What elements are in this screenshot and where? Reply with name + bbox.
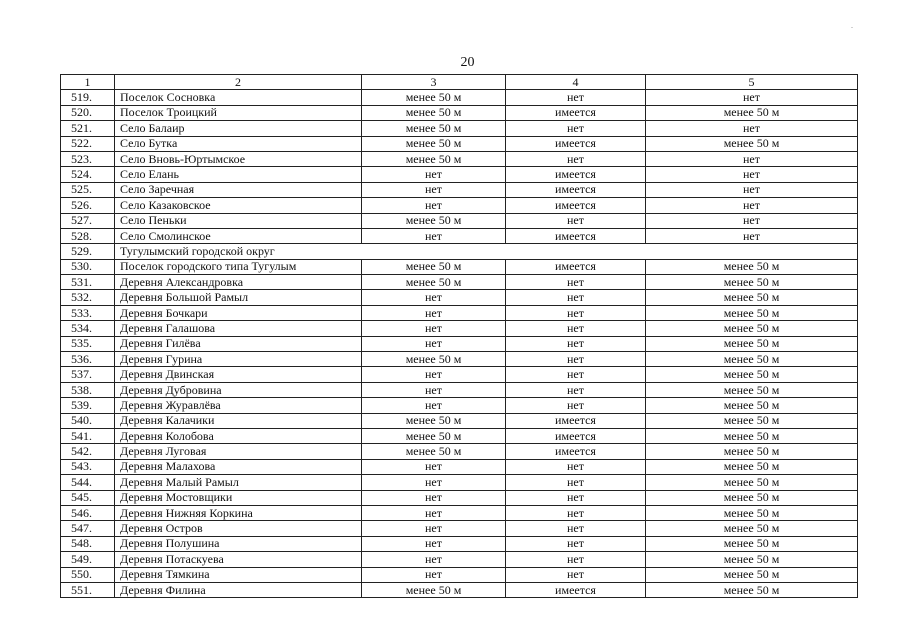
column-4-value: имеется	[506, 167, 646, 182]
table-row	[61, 228, 858, 243]
settlement-name: Деревня Тямкина	[115, 567, 362, 582]
column-5-value: менее 50 м	[646, 352, 858, 367]
column-number-5: 5	[646, 75, 858, 90]
column-4-value: имеется	[506, 228, 646, 243]
table-row	[61, 336, 858, 351]
row-number: 521.	[61, 121, 115, 136]
settlement-name: Поселок Троицкий	[115, 105, 362, 120]
column-5-value: менее 50 м	[646, 290, 858, 305]
row-number: 523.	[61, 151, 115, 166]
column-5-value: менее 50 м	[646, 490, 858, 505]
table-row	[61, 413, 858, 428]
column-3-value: менее 50 м	[362, 582, 506, 597]
column-4-value: имеется	[506, 444, 646, 459]
row-number: 549.	[61, 552, 115, 567]
column-5-value: менее 50 м	[646, 521, 858, 536]
column-5-value: менее 50 м	[646, 536, 858, 551]
table-row	[61, 167, 858, 182]
column-number-2: 2	[115, 75, 362, 90]
settlement-name: Деревня Гурина	[115, 352, 362, 367]
table-row	[61, 490, 858, 505]
column-5-value: менее 50 м	[646, 582, 858, 597]
column-5-value: нет	[646, 213, 858, 228]
column-3-value: нет	[362, 459, 506, 474]
table-body	[61, 75, 858, 598]
settlement-name: Село Заречная	[115, 182, 362, 197]
table-row	[61, 105, 858, 120]
column-3-value: менее 50 м	[362, 352, 506, 367]
column-4-value: нет	[506, 151, 646, 166]
row-number: 520.	[61, 105, 115, 120]
column-5-value: нет	[646, 198, 858, 213]
row-number: 543.	[61, 459, 115, 474]
table-row	[61, 213, 858, 228]
column-3-value: менее 50 м	[362, 213, 506, 228]
settlement-name: Деревня Журавлёва	[115, 398, 362, 413]
column-4-value: нет	[506, 398, 646, 413]
row-number: 550.	[61, 567, 115, 582]
column-4-value: нет	[506, 213, 646, 228]
column-3-value: нет	[362, 475, 506, 490]
column-4-value: нет	[506, 459, 646, 474]
column-4-value: нет	[506, 275, 646, 290]
row-number: 541.	[61, 428, 115, 443]
settlement-name: Деревня Малахова	[115, 459, 362, 474]
column-4-value: имеется	[506, 105, 646, 120]
row-number: 544.	[61, 475, 115, 490]
table-row	[61, 444, 858, 459]
column-4-value: нет	[506, 490, 646, 505]
settlement-name: Деревня Двинская	[115, 367, 362, 382]
column-5-value: менее 50 м	[646, 382, 858, 397]
row-number: 545.	[61, 490, 115, 505]
settlement-name: Деревня Нижняя Коркина	[115, 505, 362, 520]
column-3-value: менее 50 м	[362, 105, 506, 120]
column-5-value: менее 50 м	[646, 444, 858, 459]
table-row	[61, 275, 858, 290]
row-number: 533.	[61, 305, 115, 320]
settlement-name: Деревня Гилёва	[115, 336, 362, 351]
column-4-value: нет	[506, 290, 646, 305]
row-number: 527.	[61, 213, 115, 228]
column-4-value: нет	[506, 121, 646, 136]
settlements-table	[60, 74, 858, 598]
column-5-value: менее 50 м	[646, 475, 858, 490]
column-3-value: менее 50 м	[362, 136, 506, 151]
column-5-value: нет	[646, 90, 858, 105]
row-number: 530.	[61, 259, 115, 274]
column-3-value: нет	[362, 505, 506, 520]
settlement-name: Село Вновь-Юртымское	[115, 151, 362, 166]
table-header-row	[61, 75, 858, 90]
column-3-value: нет	[362, 398, 506, 413]
column-3-value: нет	[362, 521, 506, 536]
table-row	[61, 382, 858, 397]
row-number: 539.	[61, 398, 115, 413]
table-row	[61, 536, 858, 551]
column-3-value: нет	[362, 167, 506, 182]
column-4-value: имеется	[506, 198, 646, 213]
table-row	[61, 290, 858, 305]
row-number: 531.	[61, 275, 115, 290]
row-number: 546.	[61, 505, 115, 520]
column-4-value: имеется	[506, 428, 646, 443]
row-number: 528.	[61, 228, 115, 243]
settlement-name: Деревня Мостовщики	[115, 490, 362, 505]
settlement-name: Село Пеньки	[115, 213, 362, 228]
column-4-value: имеется	[506, 413, 646, 428]
column-4-value: нет	[506, 90, 646, 105]
column-5-value: нет	[646, 121, 858, 136]
row-number: 522.	[61, 136, 115, 151]
settlement-name: Деревня Полушина	[115, 536, 362, 551]
row-number: 538.	[61, 382, 115, 397]
table-row	[61, 398, 858, 413]
column-5-value: менее 50 м	[646, 459, 858, 474]
table-row	[61, 305, 858, 320]
table-row	[61, 428, 858, 443]
row-number: 540.	[61, 413, 115, 428]
column-5-value: менее 50 м	[646, 367, 858, 382]
column-3-value: менее 50 м	[362, 428, 506, 443]
settlement-name: Деревня Калачики	[115, 413, 362, 428]
table-row	[61, 321, 858, 336]
table-row	[61, 198, 858, 213]
column-5-value: менее 50 м	[646, 398, 858, 413]
row-number: 526.	[61, 198, 115, 213]
settlement-name: Деревня Колобова	[115, 428, 362, 443]
settlement-name: Село Балаир	[115, 121, 362, 136]
settlement-name: Село Казаковское	[115, 198, 362, 213]
column-5-value: менее 50 м	[646, 428, 858, 443]
column-4-value: нет	[506, 336, 646, 351]
settlement-name: Село Бутка	[115, 136, 362, 151]
table-row	[61, 244, 858, 259]
column-3-value: нет	[362, 367, 506, 382]
column-3-value: нет	[362, 382, 506, 397]
column-5-value: нет	[646, 151, 858, 166]
column-5-value: менее 50 м	[646, 336, 858, 351]
column-3-value: нет	[362, 552, 506, 567]
column-4-value: нет	[506, 352, 646, 367]
table-row	[61, 182, 858, 197]
table-row	[61, 521, 858, 536]
row-number: 525.	[61, 182, 115, 197]
column-4-value: имеется	[506, 582, 646, 597]
row-number: 536.	[61, 352, 115, 367]
column-3-value: нет	[362, 198, 506, 213]
column-3-value: нет	[362, 290, 506, 305]
column-4-value: имеется	[506, 182, 646, 197]
column-4-value: нет	[506, 475, 646, 490]
column-5-value: менее 50 м	[646, 305, 858, 320]
column-5-value: менее 50 м	[646, 552, 858, 567]
column-3-value: менее 50 м	[362, 275, 506, 290]
column-3-value: нет	[362, 305, 506, 320]
column-5-value: нет	[646, 182, 858, 197]
column-5-value: нет	[646, 167, 858, 182]
column-5-value: менее 50 м	[646, 413, 858, 428]
column-4-value: нет	[506, 382, 646, 397]
column-5-value: менее 50 м	[646, 105, 858, 120]
settlement-name: Деревня Потаскуева	[115, 552, 362, 567]
district-heading: Тугулымский городской округ	[115, 244, 858, 259]
column-5-value: нет	[646, 228, 858, 243]
column-5-value: менее 50 м	[646, 275, 858, 290]
row-number: 519.	[61, 90, 115, 105]
row-number: 532.	[61, 290, 115, 305]
table-row	[61, 505, 858, 520]
page-number: 20	[460, 55, 475, 70]
column-4-value: нет	[506, 321, 646, 336]
table-row	[61, 90, 858, 105]
column-3-value: менее 50 м	[362, 413, 506, 428]
column-4-value: нет	[506, 505, 646, 520]
settlement-name: Деревня Галашова	[115, 321, 362, 336]
settlement-name: Деревня Филина	[115, 582, 362, 597]
column-3-value: менее 50 м	[362, 90, 506, 105]
column-4-value: имеется	[506, 136, 646, 151]
settlement-name: Деревня Александровка	[115, 275, 362, 290]
column-4-value: имеется	[506, 259, 646, 274]
column-3-value: нет	[362, 182, 506, 197]
row-number: 524.	[61, 167, 115, 182]
settlement-name: Деревня Бочкари	[115, 305, 362, 320]
column-4-value: нет	[506, 367, 646, 382]
table-row	[61, 259, 858, 274]
column-5-value: менее 50 м	[646, 505, 858, 520]
corner-mark: .	[851, 21, 853, 30]
column-4-value: нет	[506, 536, 646, 551]
table-row	[61, 582, 858, 597]
row-number: 547.	[61, 521, 115, 536]
column-number-4: 4	[506, 75, 646, 90]
column-3-value: нет	[362, 567, 506, 582]
row-number: 542.	[61, 444, 115, 459]
table-row	[61, 136, 858, 151]
settlement-name: Деревня Большой Рамыл	[115, 290, 362, 305]
row-number: 529.	[61, 244, 115, 259]
row-number: 551.	[61, 582, 115, 597]
settlement-name: Поселок Сосновка	[115, 90, 362, 105]
table-row	[61, 367, 858, 382]
settlement-name: Село Елань	[115, 167, 362, 182]
column-5-value: менее 50 м	[646, 136, 858, 151]
table-row	[61, 459, 858, 474]
column-4-value: нет	[506, 552, 646, 567]
column-4-value: нет	[506, 567, 646, 582]
column-3-value: нет	[362, 336, 506, 351]
settlement-name: Деревня Малый Рамыл	[115, 475, 362, 490]
settlement-name: Поселок городского типа Тугулым	[115, 259, 362, 274]
column-3-value: нет	[362, 536, 506, 551]
table-row	[61, 567, 858, 582]
table-row	[61, 552, 858, 567]
settlement-name: Деревня Дубровина	[115, 382, 362, 397]
column-3-value: нет	[362, 321, 506, 336]
settlement-name: Деревня Остров	[115, 521, 362, 536]
column-5-value: менее 50 м	[646, 259, 858, 274]
table-row	[61, 475, 858, 490]
column-number-3: 3	[362, 75, 506, 90]
table-row	[61, 121, 858, 136]
column-3-value: менее 50 м	[362, 259, 506, 274]
row-number: 535.	[61, 336, 115, 351]
column-4-value: нет	[506, 305, 646, 320]
column-3-value: нет	[362, 228, 506, 243]
table-row	[61, 151, 858, 166]
column-5-value: менее 50 м	[646, 321, 858, 336]
row-number: 548.	[61, 536, 115, 551]
column-3-value: менее 50 м	[362, 151, 506, 166]
column-5-value: менее 50 м	[646, 567, 858, 582]
settlement-name: Село Смолинское	[115, 228, 362, 243]
column-3-value: нет	[362, 490, 506, 505]
column-4-value: нет	[506, 521, 646, 536]
column-3-value: менее 50 м	[362, 121, 506, 136]
row-number: 534.	[61, 321, 115, 336]
table-row	[61, 352, 858, 367]
row-number: 537.	[61, 367, 115, 382]
settlement-name: Деревня Луговая	[115, 444, 362, 459]
column-3-value: менее 50 м	[362, 444, 506, 459]
column-number-1: 1	[61, 75, 115, 90]
